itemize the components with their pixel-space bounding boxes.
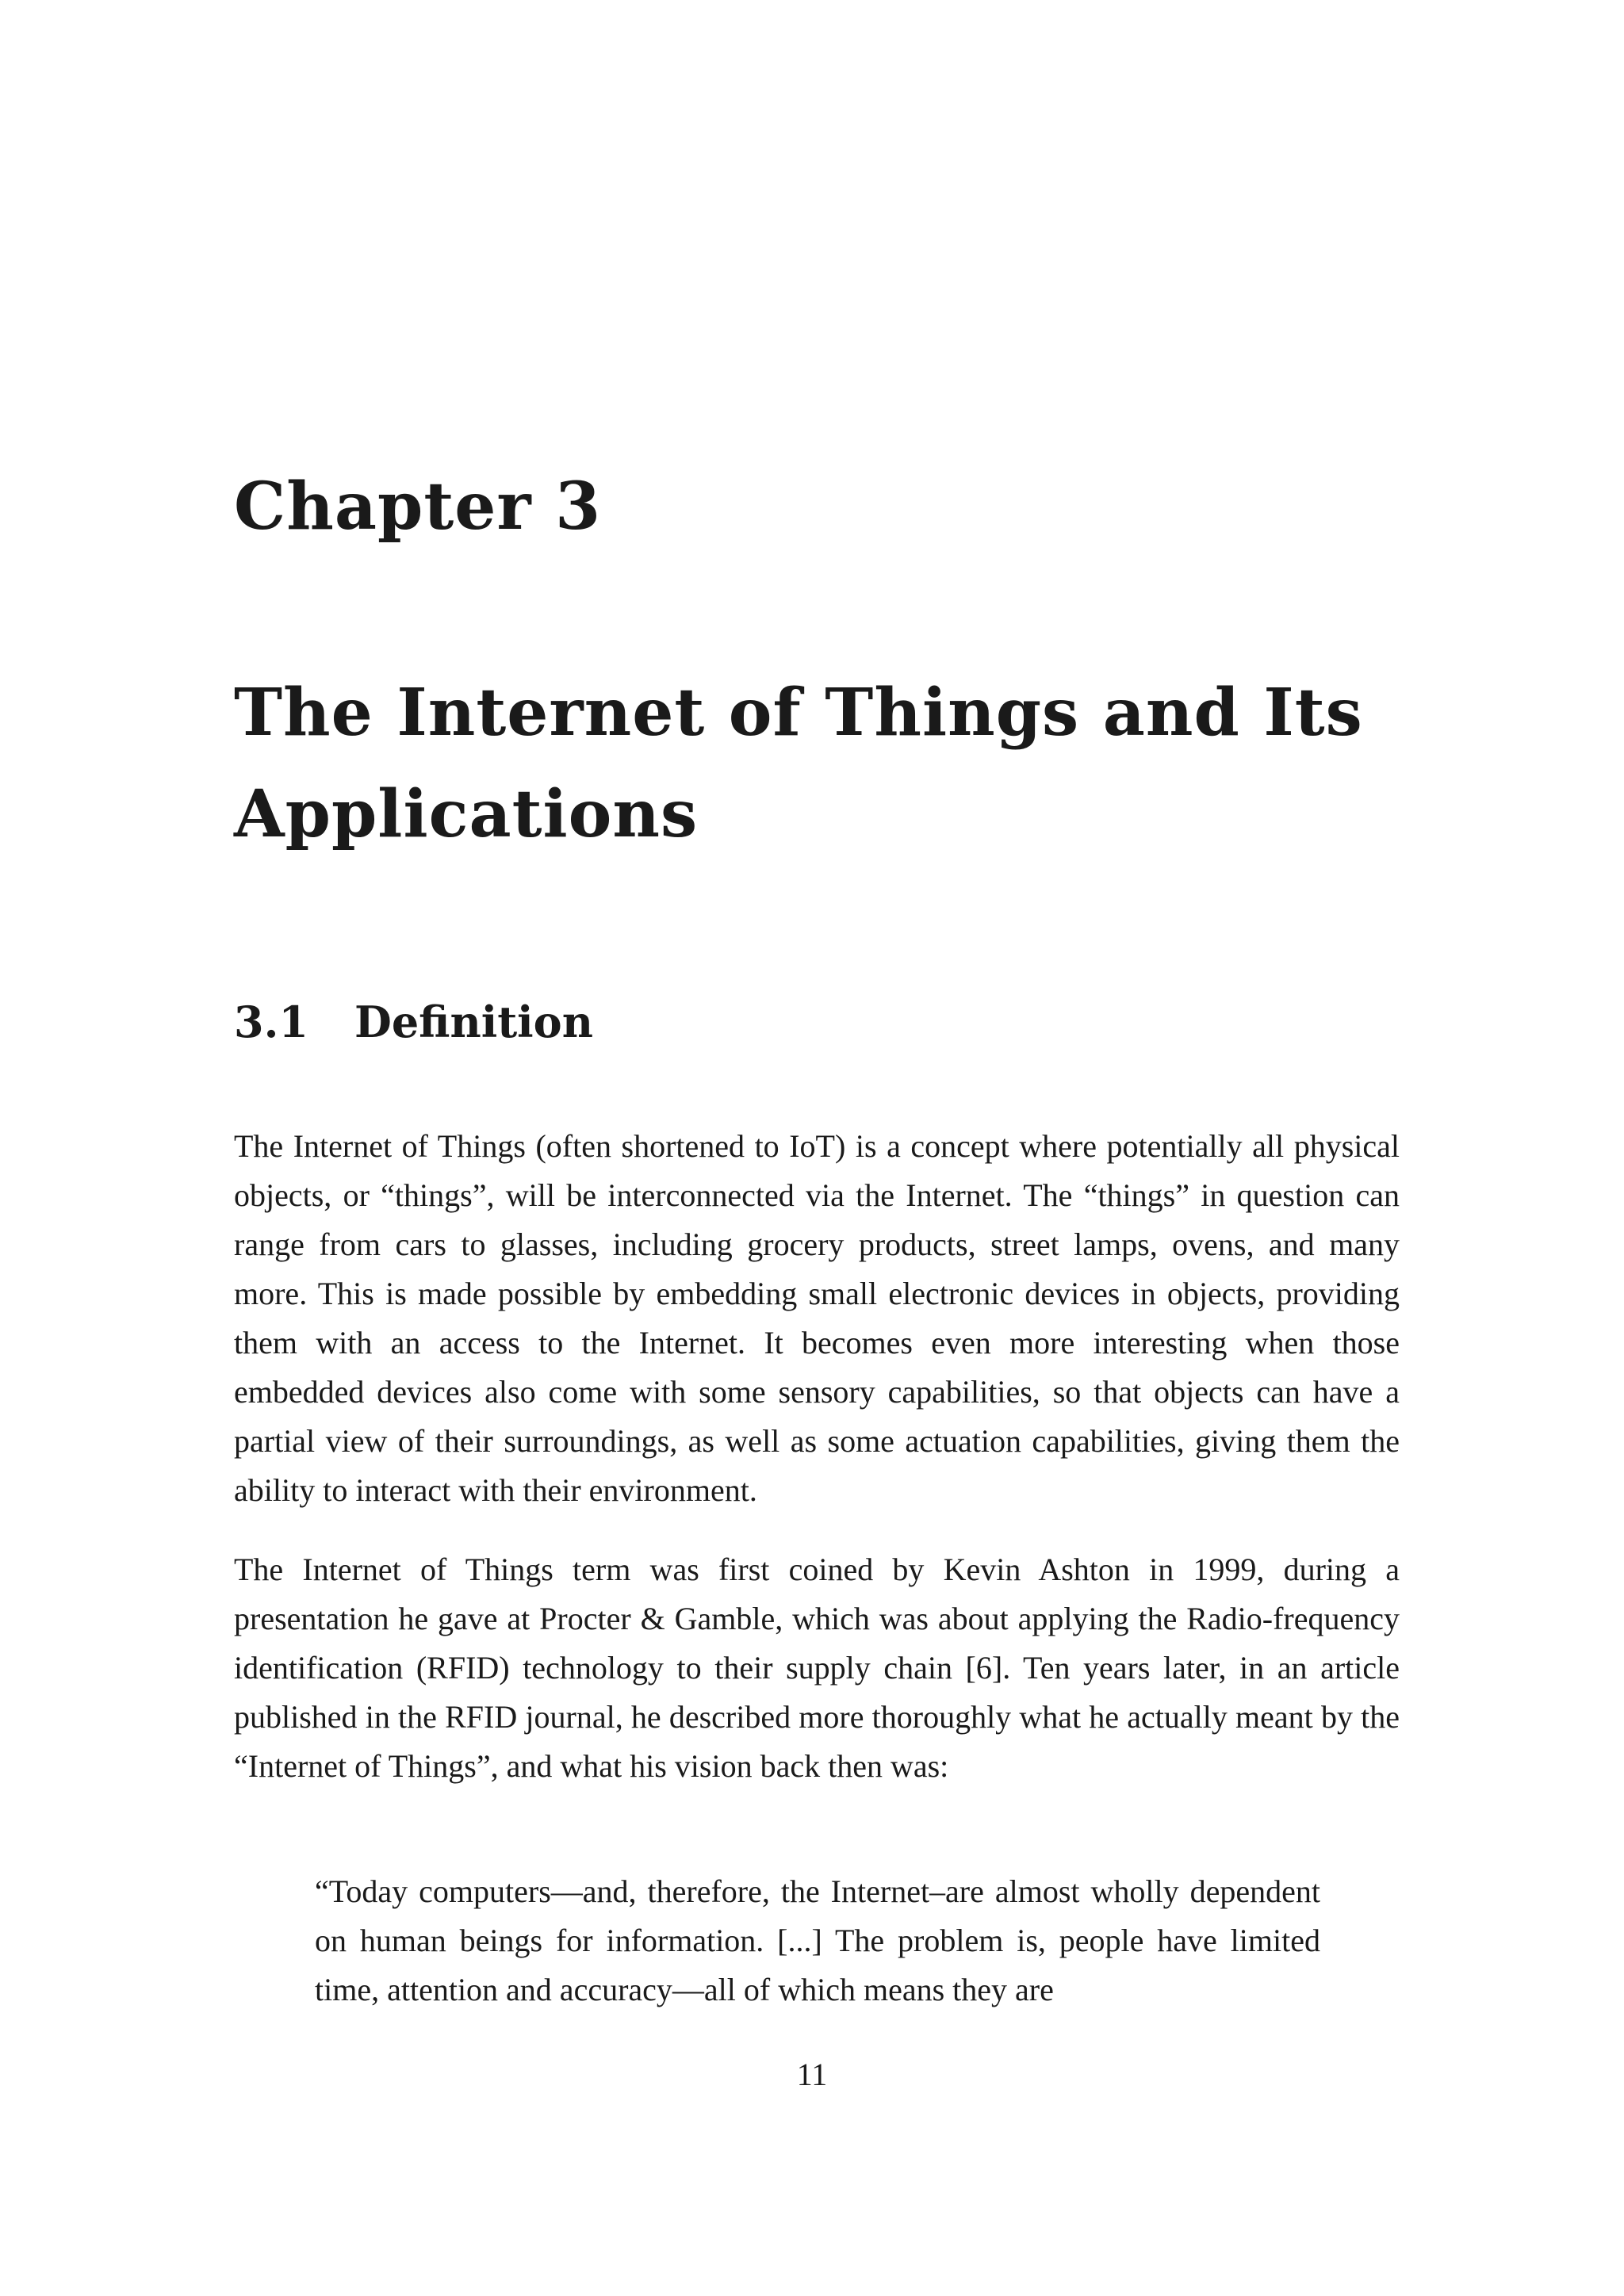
body-paragraph: The Internet of Things (often shortened to IoT) is a concept where potentially all physical objects, or “things”, will be interconnected via the Internet. The “things” in question can range from cars to glasses, including grocery products, street lamps, ovens, and many more. This is made possible by embedding small electronic devices in objects, providing them with an access to the Internet. It becomes even more interesting when those embedded devices also come with some sensory capabilities, so that objects can have a partial view of their surroundings, as well as some actuation capabilities, giving them the ability to interact with their environment. <box>234 1128 1400 1508</box>
section-number: 3.1 <box>234 997 308 1047</box>
section-heading <box>234 997 593 1047</box>
section-title: Definition <box>354 997 593 1047</box>
page-number: 11 <box>796 2057 828 2092</box>
body-paragraph: The Internet of Things term was first coined by Kevin Ashton in 1999, during a presentation he gave at Procter & Gamble, which was about applying the Radio-frequency identification (RFID) technology to their supply chain [6]. Ten years later, in an article published in the RFID journal, he described more thoroughly what he actually meant by the “Internet of Things”, and what his vision back then was: <box>234 1552 1400 1784</box>
chapter-label: Chapter 3 <box>234 469 602 545</box>
chapter-title: The Internet of Things and Its Applications <box>234 675 1363 852</box>
block-quote: “Today computers—and, therefore, the Internet–are almost wholly dependent on human beings for information. [...] The problem is, people have limited time, attention and accuracy—all of which means they are <box>315 1873 1320 2007</box>
